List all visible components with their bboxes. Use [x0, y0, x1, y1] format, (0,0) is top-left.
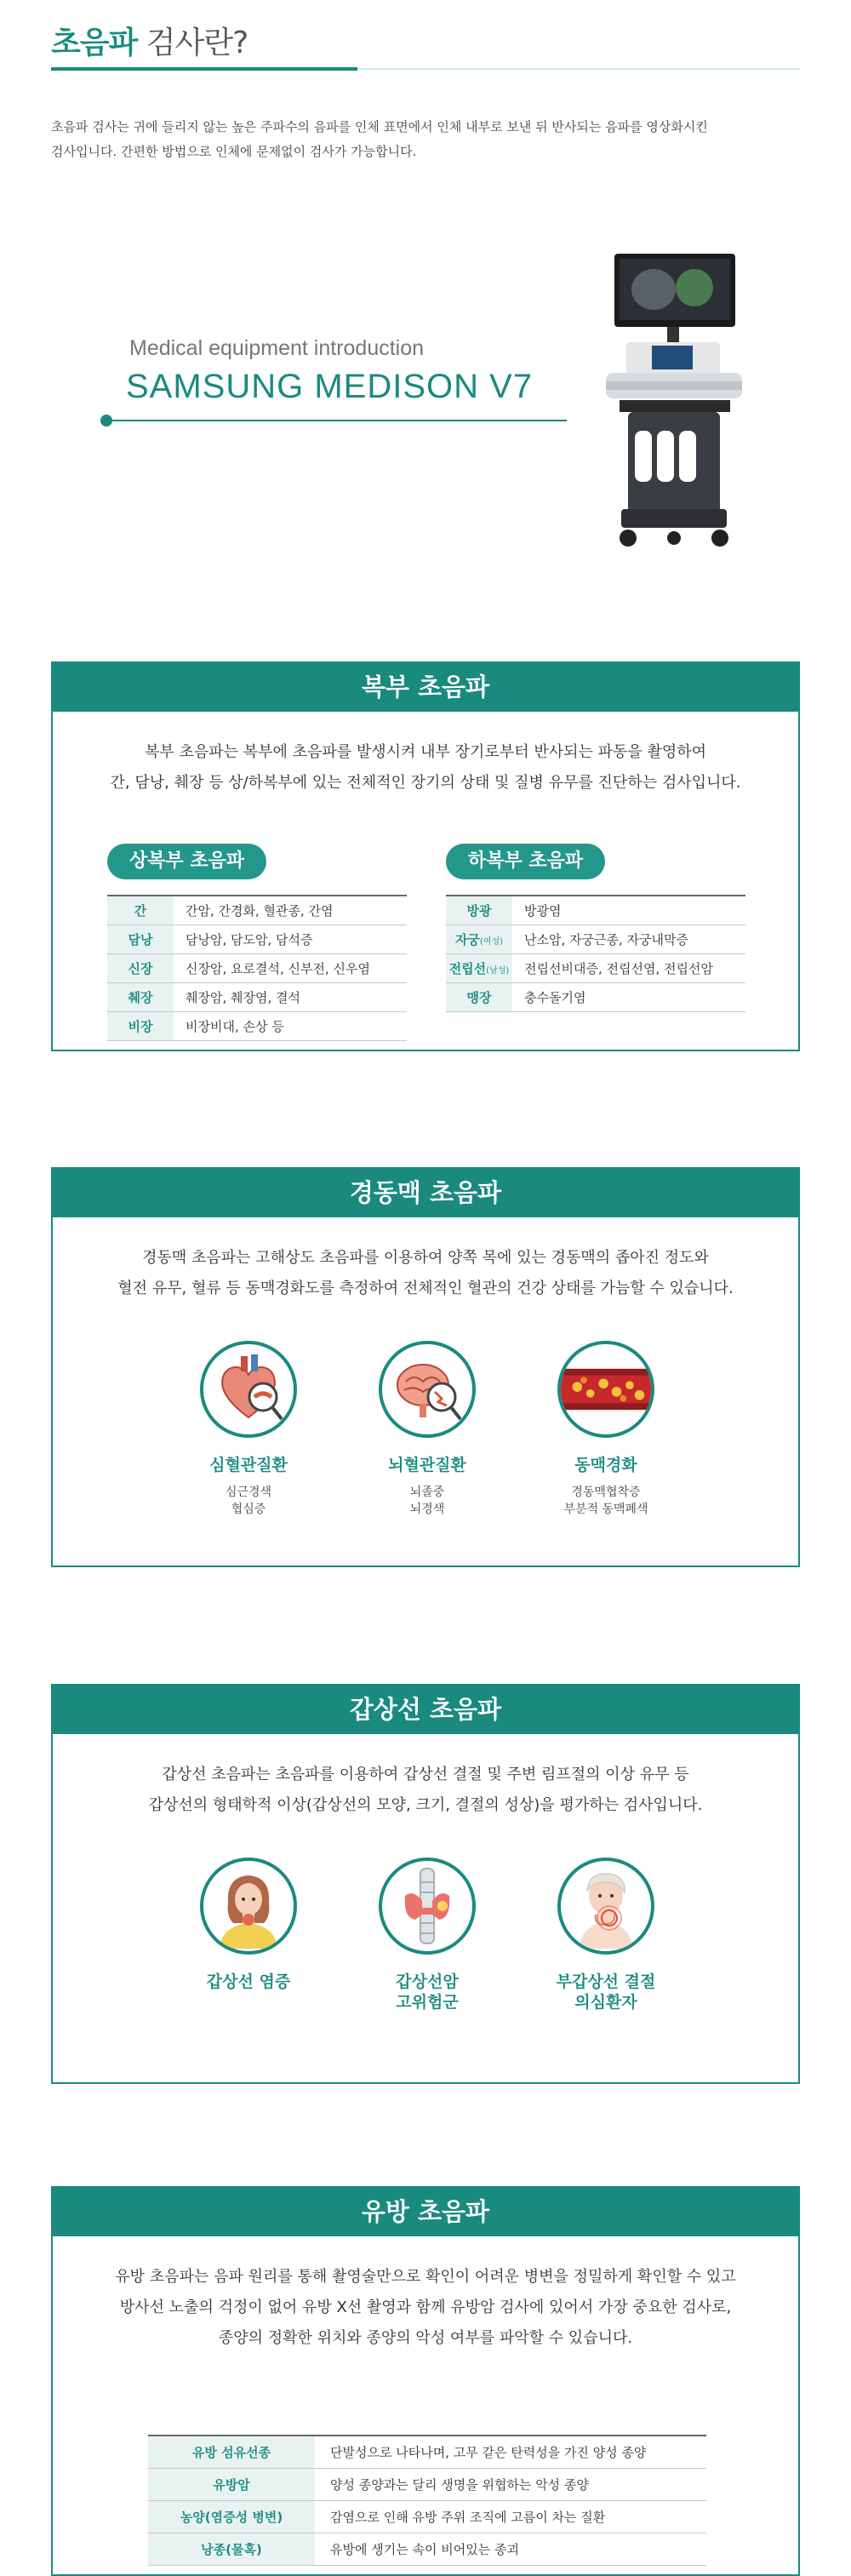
carotid-item [196, 1341, 301, 1518]
thyroid-item [553, 1858, 659, 2012]
organ-name: 췌장 [107, 983, 174, 1011]
artery-plaque-icon [557, 1341, 654, 1438]
organ-name: 비장 [107, 1012, 174, 1040]
lower-abdomen-column [446, 844, 745, 1012]
disease-list: 충수돌기염 [524, 990, 586, 1005]
disease-description: 양성 종양과는 달리 생명을 위협하는 악성 종양 [330, 2477, 589, 2493]
title-divider-accent [51, 67, 357, 71]
thyroid-item [196, 1858, 301, 2012]
disease-description: 단발성으로 나타나며, 고무 같은 탄력성을 가진 양성 종양 [330, 2445, 647, 2460]
table-row [446, 925, 745, 954]
disease-list: 난소암, 자궁근종, 자궁내막증 [524, 932, 688, 947]
carotid-item [553, 1341, 659, 1518]
item-label-line: 부갑상선 결절 [556, 1972, 656, 1991]
disease-name: 농양(염증성 병변) [148, 2501, 315, 2533]
section-description [53, 2262, 798, 2354]
organ-label: 방광 [466, 903, 492, 919]
organ-name [446, 954, 512, 982]
organ-name [446, 983, 512, 1011]
breast-section [51, 2186, 800, 2576]
organ-label: 자궁 [454, 932, 480, 947]
ultrasound-machine-image [603, 254, 745, 560]
section-description [53, 737, 798, 799]
disease-list: 전립선비대증, 전립선염, 전립선암 [524, 961, 713, 976]
section-title: 경동맥 초음파 [53, 1169, 798, 1217]
desc-line: 갑상선의 형태학적 이상(갑상선의 모양, 크기, 결절의 성상)을 평가하는 검사입니다. [148, 1796, 703, 1814]
item-label-line: 갑상선 염증 [206, 1972, 291, 1991]
organ-gender: (여성) [479, 937, 504, 947]
organ-name: 신장 [107, 954, 174, 982]
intro-line: 검사입니다. 간편한 방법으로 인체에 문제없이 검사가 가능합니다. [51, 144, 417, 159]
desc-line: 유방 초음파는 음파 원리를 통해 촬영술만으로 확인이 어려운 병변을 정밀하게 확인할 수 있고 [115, 2268, 736, 2286]
disease-name: 유방암 [148, 2469, 315, 2500]
item-label: 동맥경화 [574, 1456, 637, 1474]
table-row [107, 1012, 407, 1041]
disease-list: 췌장암, 췌장염, 결석 [186, 990, 300, 1005]
item-sub [196, 1484, 301, 1518]
upper-abdomen-column [107, 844, 407, 1041]
table-row [107, 983, 407, 1012]
item-label [196, 1972, 301, 1992]
table-row [148, 2469, 706, 2501]
desc-line: 경동맥 초음파는 고해상도 초음파를 이용하여 양쪽 목에 있는 경동맥의 좁아진 정도와 [142, 1249, 709, 1267]
equipment-dot [100, 415, 112, 426]
item-sub-line: 뇌졸중 [409, 1485, 445, 1499]
elderly-neck-pain-icon [557, 1858, 654, 1955]
item-label-line: 갑상선암 [396, 1972, 459, 1991]
heart-icon [200, 1341, 297, 1438]
section-title: 유방 초음파 [53, 2188, 798, 2236]
table-row [148, 2533, 706, 2566]
section-title: 갑상선 초음파 [53, 1686, 798, 1734]
desc-line: 복부 초음파는 복부에 초음파를 발생시켜 내부 장기로부터 반사되는 파동을 촬영하여 [144, 743, 707, 761]
item-label [374, 1972, 480, 2012]
carotid-icon-row [53, 1341, 802, 1518]
organ-label: 전립선 [448, 961, 487, 976]
thyroid-gland-icon [379, 1858, 476, 1955]
intro-line: 초음파 검사는 귀에 들리지 않는 높은 주파수의 음파를 인체 표면에서 인체 내부로 보낸 뒤 반사되는 음파를 영상화시킨 [51, 119, 708, 135]
disease-list: 간암, 간경화, 혈관종, 간염 [186, 903, 334, 919]
desc-line: 간, 담낭, 췌장 등 상/하복부에 있는 전체적인 장기의 상태 및 질병 유무를 진단하는 검사입니다. [110, 774, 741, 792]
abdomen-section [51, 661, 800, 1051]
page-header [51, 19, 800, 62]
breast-disease-table [148, 2435, 706, 2566]
organ-name: 간 [107, 896, 174, 924]
organ-name [446, 896, 512, 924]
disease-list: 담낭암, 담도암, 담석증 [186, 932, 313, 947]
desc-line: 갑상선 초음파는 초음파를 이용하여 갑상선 결절 및 주변 림프절의 이상 유무 등 [162, 1766, 689, 1783]
carotid-section [51, 1167, 800, 1567]
thyroid-item [374, 1858, 480, 2012]
organ-name [446, 925, 512, 953]
disease-name: 유방 섬유선종 [148, 2436, 315, 2468]
thyroid-icon-row [53, 1858, 802, 2012]
organ-name: 담낭 [107, 925, 174, 953]
item-label-line: 의심환자 [574, 1993, 637, 2012]
lower-abdomen-table [446, 895, 745, 1012]
organ-gender: (남성) [486, 966, 510, 976]
intro-text [51, 115, 800, 164]
item-label: 뇌혈관질환 [388, 1456, 466, 1474]
disease-list: 신장암, 요로결석, 신부전, 신우염 [186, 961, 370, 976]
item-sub-line: 심근경색 [225, 1485, 272, 1499]
section-description [53, 1243, 798, 1304]
desc-line: 방사선 노출의 걱정이 없어 유방 X선 촬영과 함께 유방암 검사에 있어서 가장 중요한 검사로, [119, 2298, 732, 2316]
table-row [446, 983, 745, 1012]
table-row [148, 2501, 706, 2533]
upper-abdomen-pill: 상복부 초음파 [107, 844, 266, 879]
page-title [51, 19, 800, 62]
equipment-name: SAMSUNG MEDISON V7 [126, 368, 534, 405]
section-title: 복부 초음파 [53, 663, 798, 712]
item-label: 심혈관질환 [209, 1456, 288, 1474]
organ-label: 맹장 [466, 990, 492, 1005]
table-row [107, 925, 407, 954]
woman-neck-icon [200, 1858, 297, 1955]
disease-description: 유방에 생기는 속이 비어있는 종괴 [330, 2542, 519, 2557]
equipment-subtitle: Medical equipment introduction [129, 336, 425, 360]
brain-icon [379, 1341, 476, 1438]
item-sub-line: 경동맥협착증 [571, 1485, 641, 1499]
page-title-accent: 초음파 [51, 26, 138, 60]
page-title-rest: 검사란? [137, 26, 248, 60]
disease-list: 비장비대, 손상 등 [186, 1019, 284, 1034]
table-row [107, 954, 407, 983]
item-sub [374, 1484, 480, 1518]
disease-description: 감염으로 인해 유방 주위 조직에 고름이 차는 질환 [330, 2510, 606, 2525]
section-description [53, 1760, 798, 1821]
desc-line: 혈전 유무, 혈류 등 동맥경화도를 측정하여 전체적인 혈관의 건강 상태를 가늠할 수 있습니다. [117, 1279, 734, 1297]
table-row [107, 896, 407, 925]
carotid-item [374, 1341, 480, 1518]
lower-abdomen-pill: 하복부 초음파 [446, 844, 605, 879]
upper-abdomen-table [107, 895, 407, 1041]
desc-line: 종양의 정확한 위치와 종양의 악성 여부를 파악할 수 있습니다. [218, 2329, 633, 2347]
disease-name: 낭종(물혹) [148, 2533, 315, 2565]
item-sub-line: 부분적 동맥폐색 [563, 1503, 648, 1516]
item-sub-line: 뇌경색 [409, 1503, 445, 1516]
table-row [148, 2436, 706, 2469]
equipment-underline [107, 420, 567, 421]
thyroid-section [51, 1684, 800, 2084]
table-row [446, 954, 745, 983]
item-label-line: 고위험군 [396, 1993, 459, 2012]
item-sub-line: 협심증 [231, 1503, 266, 1516]
item-label [553, 1972, 659, 2012]
disease-list: 방광염 [524, 903, 562, 919]
table-row [446, 896, 745, 925]
item-sub [553, 1484, 659, 1518]
